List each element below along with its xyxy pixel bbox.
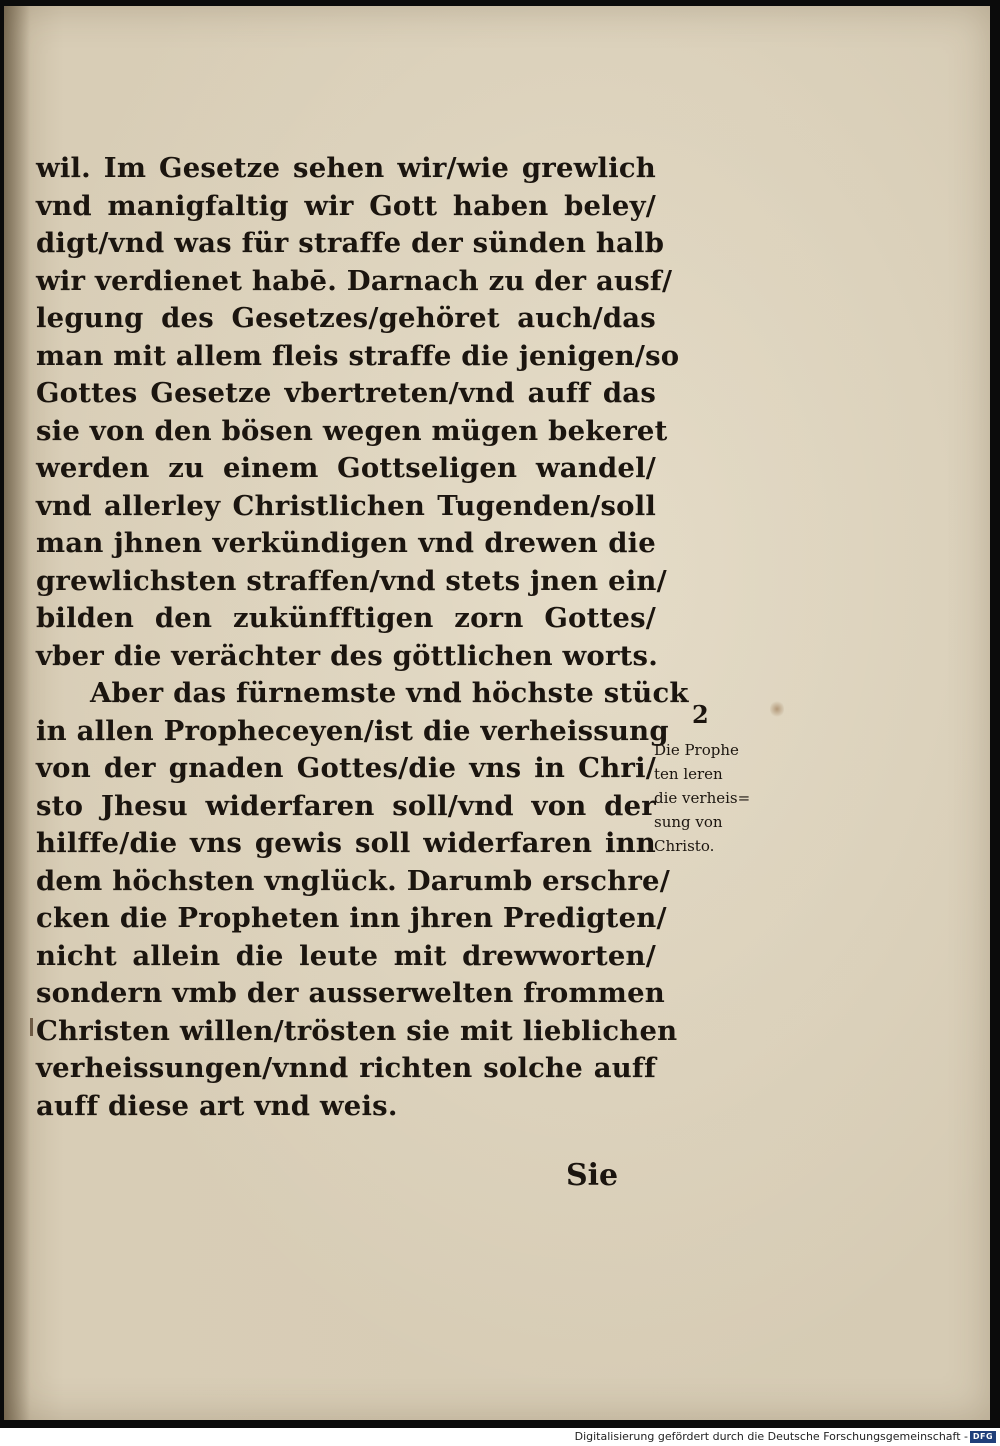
text-line: cken die Propheten inn jhren Predigten/: [36, 902, 667, 934]
text-line: wil. Im Gesetze sehen wir/wie grewlich: [36, 152, 656, 184]
marginal-note-line: Christo.: [654, 837, 715, 855]
text-line: man jhnen verkündigen vnd drewen die: [36, 527, 656, 559]
text-line: vnd manigfaltig wir Gott haben beley/: [36, 189, 656, 222]
binding-shadow: [4, 6, 30, 1420]
dfg-logo: DFG: [970, 1431, 996, 1443]
text-line: digt/vnd was für straffe der sünden halb: [36, 227, 665, 259]
text-line: Gottes Gesetze vbertreten/vnd auff das: [36, 377, 656, 409]
text-line: man mit allem fleis straffe die jenigen/so: [36, 339, 680, 372]
ink-stain: [770, 700, 784, 718]
text-line: nicht allein die leute mit drewworten/: [36, 939, 656, 972]
text-line: sondern vmb der ausserwelten frommen: [36, 977, 665, 1009]
marginal-note: [654, 738, 774, 858]
text-line: wir verdienet habē. Darnach zu der ausf/: [36, 264, 673, 297]
text-line: dem höchsten vnglück. Darumb erschre/: [36, 864, 670, 897]
marginal-note-line: Die Prophe: [654, 741, 739, 759]
footer-bar: [0, 1428, 1000, 1446]
text-line: vber die verächter des göttlichen worts.: [36, 639, 659, 672]
marginal-note-line: die verheis=: [654, 789, 751, 807]
paragraph-start-line: Aber das fürnemste vnd höchste stück: [90, 677, 689, 709]
marginal-note-line: sung von: [654, 813, 723, 831]
text-line: grewlichsten straffen/vnd stets jnen ein/: [36, 564, 667, 597]
text-line: in allen Propheceyen/ist die verheissung: [36, 714, 669, 747]
text-line: sie von den bösen wegen mügen bekeret: [36, 414, 668, 447]
text-line: auff diese art vnd weis.: [36, 1089, 398, 1122]
margin-mark: [30, 1018, 33, 1036]
text-line: legung des Gesetzes/gehöret auch/das: [36, 302, 656, 334]
text-line: Christen willen/trösten sie mit lieblichen: [36, 1014, 678, 1047]
text-line: sto Jhesu widerfaren soll/vnd von der: [36, 789, 656, 822]
margin-number: 2: [692, 700, 709, 729]
text-line: werden zu einem Gottseligen wandel/: [36, 452, 656, 484]
text-line: bilden den zukünfftigen zorn Gottes/: [36, 602, 656, 634]
text-line: verheissungen/vnnd richten solche auff: [36, 1052, 656, 1084]
text-line: hilffe/die vns gewis soll widerfaren inn: [36, 827, 656, 859]
marginal-note-line: ten leren: [654, 765, 723, 783]
text-line: vnd allerley Christlichen Tugenden/soll: [36, 489, 656, 522]
catchword: Sie: [566, 1158, 619, 1193]
text-line: von der gnaden Gottes/die vns in Chri/: [36, 752, 656, 784]
funding-credit: Digitalisierung gefördert durch die Deutsche Forschungsgemeinschaft -: [574, 1430, 968, 1443]
